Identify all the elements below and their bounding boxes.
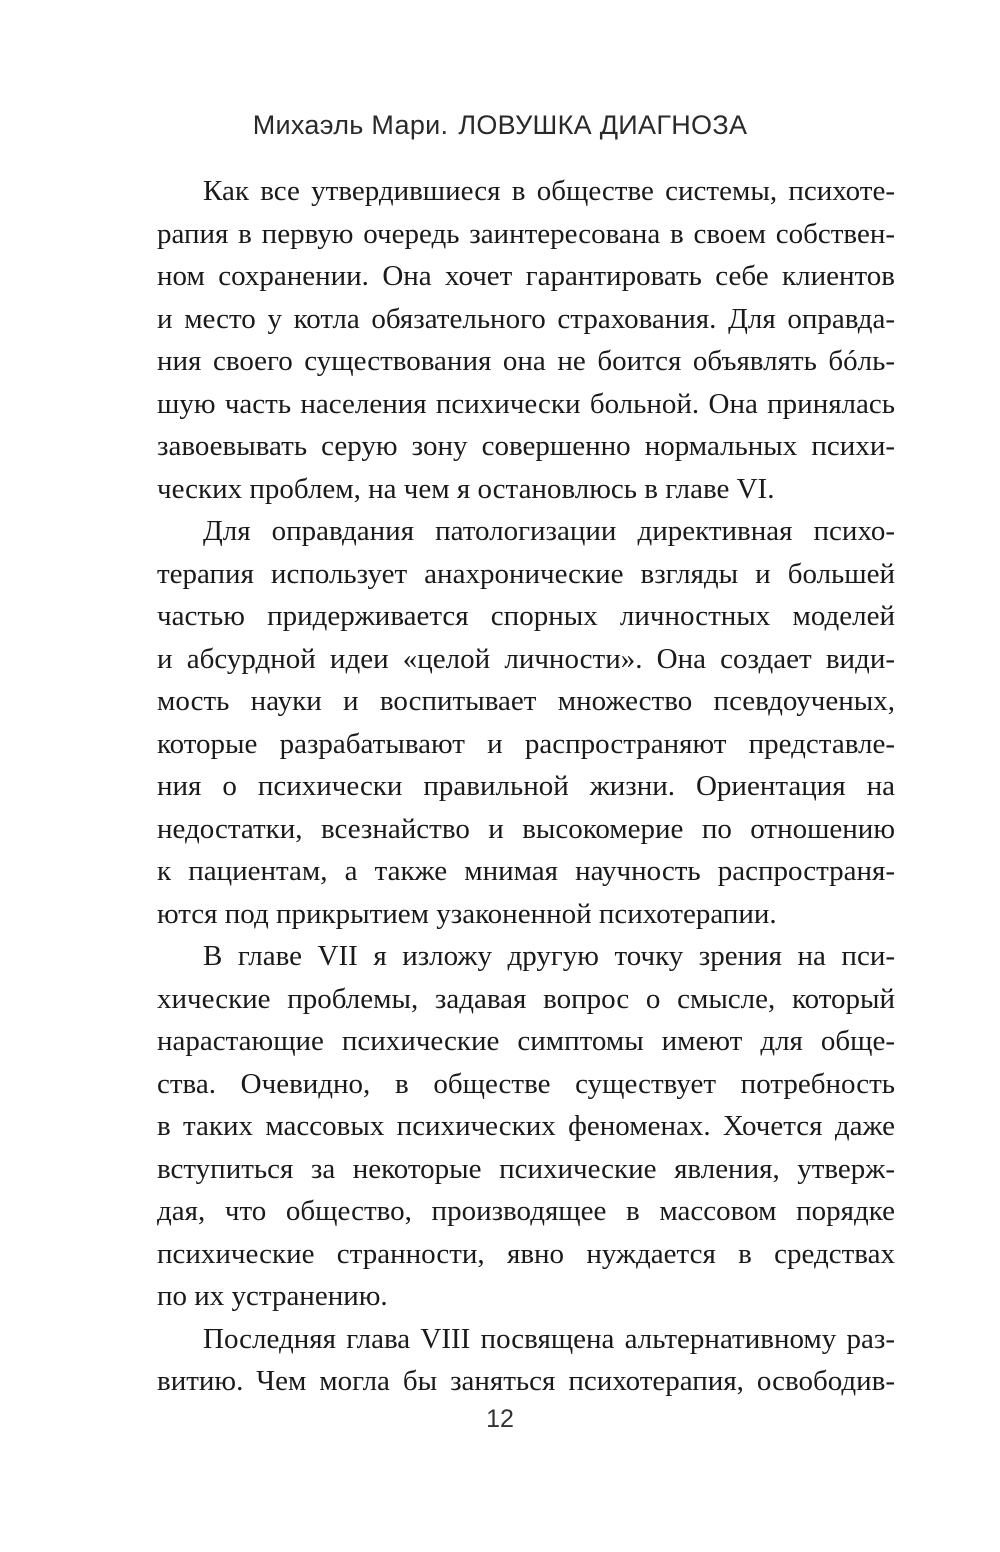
text-line: витию. Чем могла бы заняться психотерапия, освободив- [157,1365,895,1397]
body-text [157,170,895,1403]
paragraph [157,935,895,1318]
text-line: рапия в первую очередь заинтересована в своем собствен- [157,217,895,250]
text-line: по их устранению. [157,1280,388,1312]
text-line: частью придерживается спорных личностных моделей [157,600,895,632]
text-line: В главе VII я изложу другую точку зрения на пси- [203,940,895,972]
text-line: и абсурдной идеи «целой личности». Она создает види- [157,642,895,675]
page-number: 12 [486,1405,514,1433]
text-line: Последняя глава VIII посвящена альтернативному раз- [203,1322,895,1355]
text-line: терапия использует анахронические взгляды и большей [157,557,895,590]
text-line: мость науки и воспитывает множество псевдоученых, [157,685,895,717]
text-line: ния о психически правильной жизни. Ориентация на [157,770,895,802]
text-line: вступиться за некоторые психические явления, утверж- [157,1152,895,1185]
paragraph [157,170,895,510]
text-line: дая, что общество, производящее в массовом порядке [157,1195,895,1227]
paragraph [157,510,895,935]
text-line: ются под прикрытием узаконенной психотерапии. [157,897,777,930]
text-line: Для оправдания патологизации директивная психо- [203,515,895,547]
text-line: и место у котла обязательного страхования. Для оправда- [157,302,895,335]
text-line: ческих проблем, на чем я остановлюсь в главе VI. [157,472,775,505]
text-line: ния своего существования она не боится объявлять бóль- [157,345,895,377]
running-head-author: Михаэль Мари. [252,110,449,140]
text-line: психические странности, явно нуждается в средствах [157,1237,895,1270]
running-head-title: ЛОВУШКА ДИАГНОЗА [458,110,748,140]
text-line: которые разрабатывают и распространяют представле- [157,727,895,760]
text-line: Как все утвердившиеся в обществе системы, психоте- [203,175,895,207]
text-line: в таких массовых психических феноменах. Хочется даже [157,1110,895,1142]
text-line: шую часть населения психически больной. Она принялась [157,387,895,420]
text-line: ном сохранении. Она хочет гарантировать себе клиентов [157,260,895,292]
text-line: ства. Очевидно, в обществе существует потребность [157,1067,895,1100]
text-line: недостатки, всезнайство и высокомерие по отношению [157,812,895,845]
text-line: хические проблемы, задавая вопрос о смысле, который [157,982,895,1015]
text-line: завоевывать серую зону совершенно нормальных психи- [157,430,895,462]
text-line: нарастающие психические симптомы имеют для обще- [157,1025,895,1057]
paragraph [157,1318,895,1403]
text-line: к пациентам, а также мнимая научность распространя- [157,855,895,887]
running-head [0,110,1000,141]
